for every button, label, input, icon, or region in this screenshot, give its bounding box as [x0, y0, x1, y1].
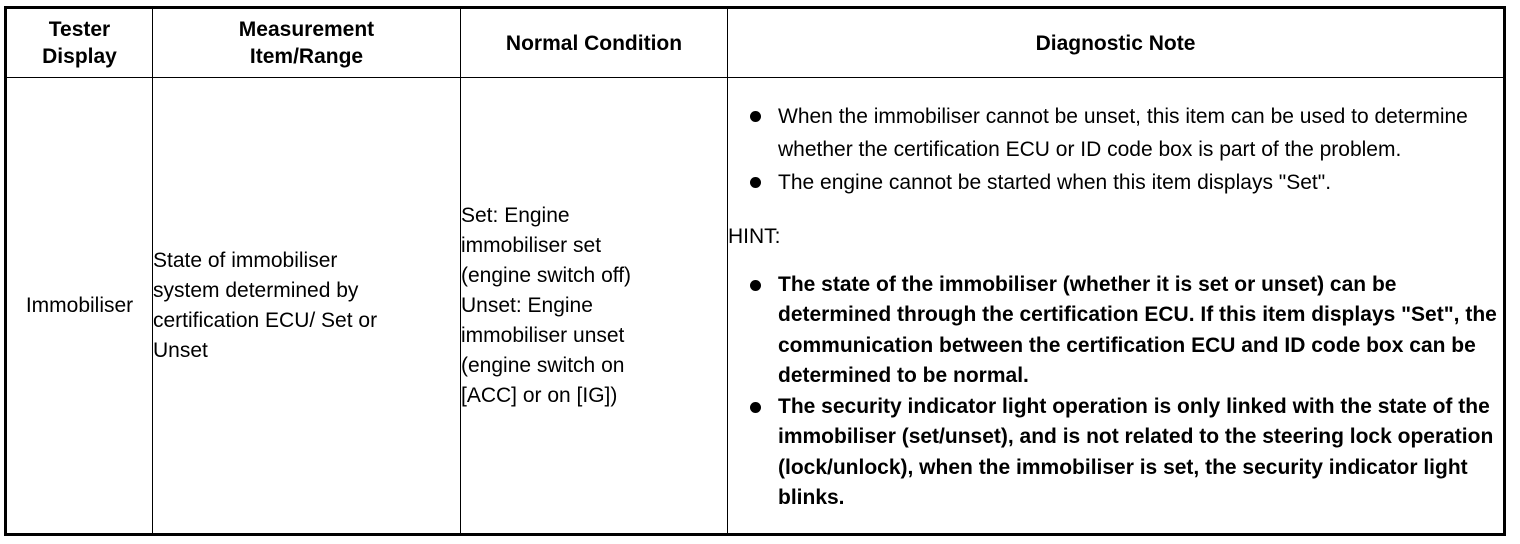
header-measurement-item-range: Measurement Item/Range [153, 8, 461, 78]
hint-item [728, 392, 1503, 514]
hint-item [728, 270, 1503, 392]
bullet-icon [750, 111, 761, 122]
cell-diagnostic-note [728, 78, 1505, 535]
note-text: When the immobiliser cannot be unset, this item can be used to determine whether the certification ECU or ID code box is part of the problem. [778, 104, 1468, 161]
hint-label: HINT: [728, 224, 781, 248]
header-row [6, 8, 1505, 78]
note-text: The engine cannot be started when this item displays "Set". [778, 170, 1332, 194]
note-item [728, 166, 1503, 199]
hint-list [728, 270, 1503, 514]
bullet-icon [750, 177, 761, 188]
header-normal-condition: Normal Condition [461, 8, 728, 78]
table-row [6, 78, 1505, 535]
diagnostic-note-list [728, 100, 1503, 199]
bullet-icon [750, 402, 761, 413]
note-item [728, 100, 1503, 166]
header-diagnostic-note: Diagnostic Note [728, 8, 1505, 78]
bullet-icon [750, 280, 761, 291]
hint-text: The state of the immobiliser (whether it is set or unset) can be determined through the certification ECU. If this item displays "Set", the communication between the certification ECU and ID code box can be determined to be normal. [778, 272, 1497, 387]
cell-normal-condition: Set: Engine immobiliser set (engine switch off) Unset: Engine immobiliser unset (engine switch on [ACC] or on [IG]) [461, 78, 728, 535]
cell-tester-display: Immobiliser [6, 78, 153, 535]
header-tester-display: Tester Display [6, 8, 153, 78]
hint-text: The security indicator light operation is only linked with the state of the immobiliser (set/unset), and is not related to the steering lock operation (lock/unlock), when the immobiliser is set, the security indicator light blinks. [778, 394, 1494, 509]
cell-measurement-item: State of immobiliser system determined by certification ECU/ Set or Unset [153, 78, 461, 535]
diagnostic-data-table [4, 6, 1506, 536]
